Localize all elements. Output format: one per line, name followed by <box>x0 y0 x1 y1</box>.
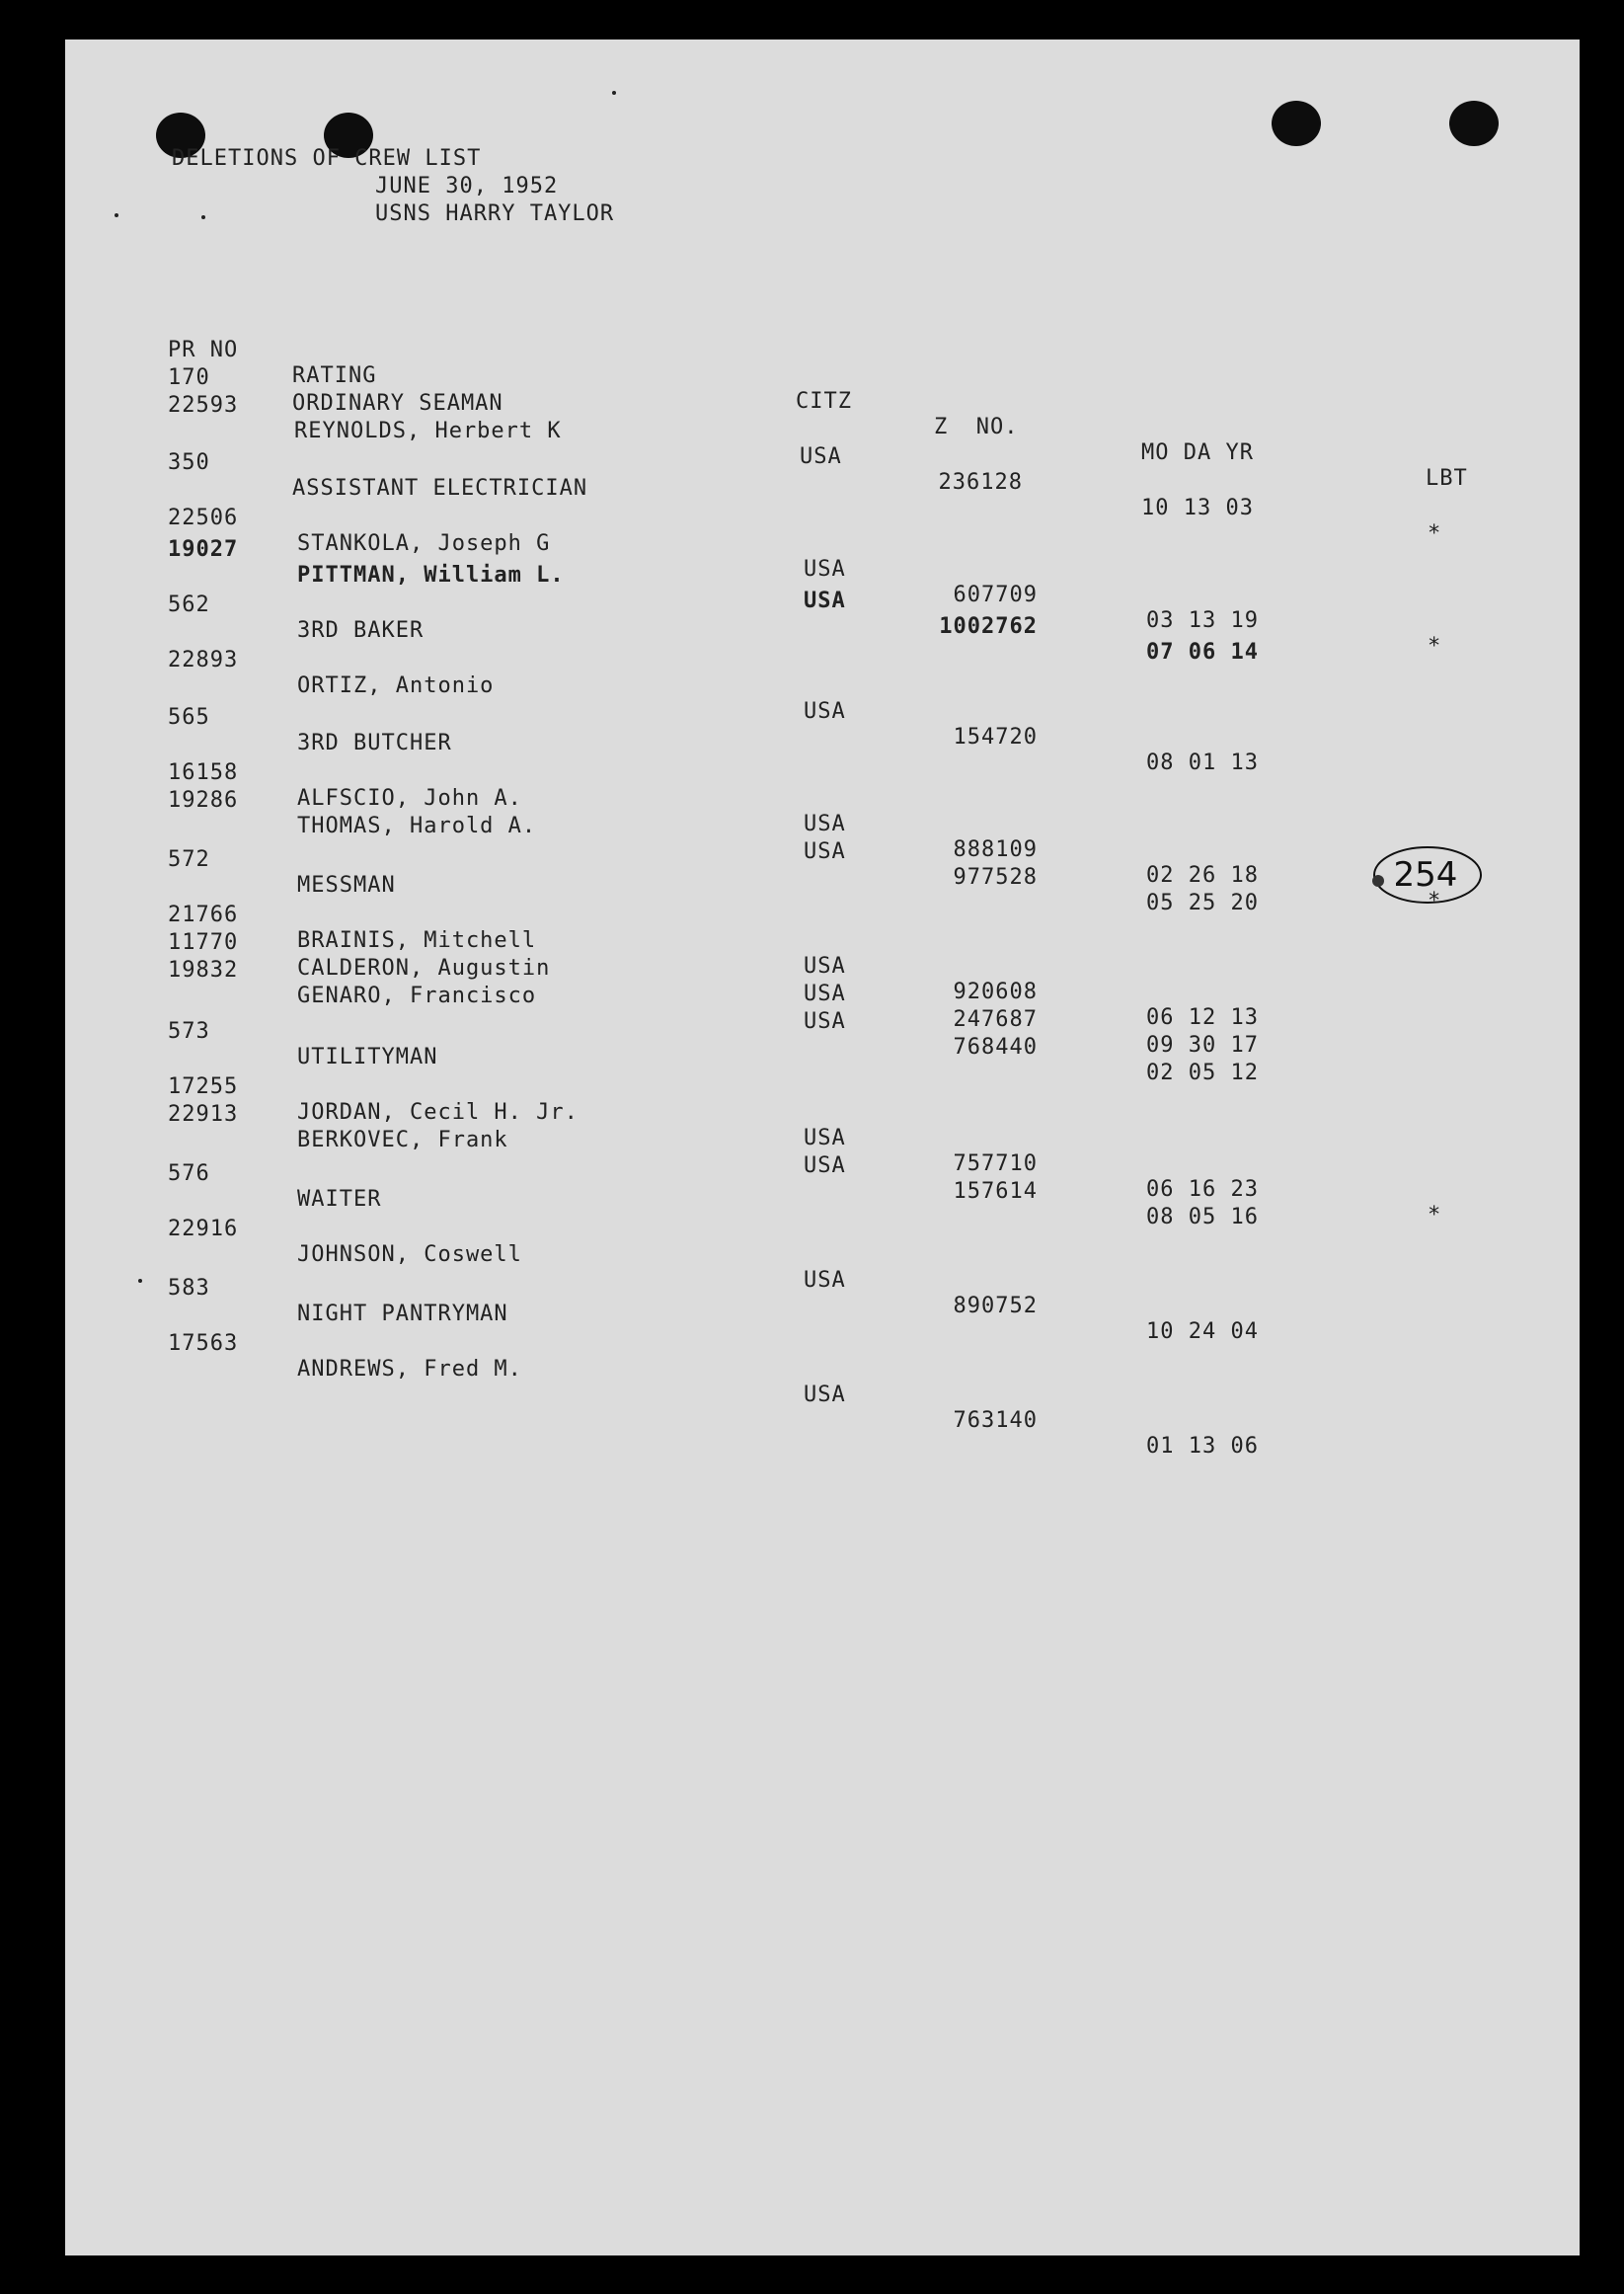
crew-name: CALDERON, Augustin <box>297 956 551 981</box>
citizenship: USA <box>804 954 846 979</box>
citizenship: USA <box>804 557 846 582</box>
rating-code: 573 <box>168 1019 210 1044</box>
rating-code: 576 <box>168 1161 210 1186</box>
pr-number: 22593 <box>168 393 239 418</box>
birth-date: 02 26 18 <box>1146 863 1259 888</box>
birth-date: 06 16 23 <box>1146 1177 1259 1202</box>
birth-date: 03 13 19 <box>1146 608 1259 633</box>
pr-number: 22893 <box>168 648 239 672</box>
pr-number: 22916 <box>168 1217 239 1241</box>
birth-date: 06 12 13 <box>1146 1005 1259 1030</box>
page-number-stamp <box>1366 841 1485 909</box>
z-number: 888109 <box>953 837 1038 862</box>
crew-name: PITTMAN, William L. <box>297 563 565 588</box>
crew-name: ALFSCIO, John A. <box>297 786 522 811</box>
lbt-mark: * <box>1428 521 1442 546</box>
birth-date: 09 30 17 <box>1146 1033 1259 1058</box>
speck <box>612 91 616 95</box>
crew-name: JORDAN, Cecil H. Jr. <box>297 1100 579 1125</box>
pr-number: 19832 <box>168 958 239 983</box>
crew-name: BRAINIS, Mitchell <box>297 928 537 953</box>
citizenship: USA <box>804 1383 846 1407</box>
page-number: 254 <box>1393 855 1458 895</box>
crew-name: THOMAS, Harold A. <box>297 814 537 838</box>
rating-title: UTILITYMAN <box>297 1045 438 1069</box>
z-number: 236128 <box>938 470 1023 495</box>
document-page <box>65 40 1580 2255</box>
z-number: 763140 <box>953 1408 1038 1433</box>
rating-code: 562 <box>168 593 210 617</box>
birth-date: 10 13 03 <box>1141 496 1254 520</box>
birth-date: 07 06 14 <box>1146 640 1259 665</box>
rating-title: 3RD BAKER <box>297 618 425 643</box>
column-header-lbt: LBT <box>1426 466 1468 491</box>
z-number: 977528 <box>953 865 1038 890</box>
citizenship: USA <box>800 444 842 469</box>
crew-name: REYNOLDS, Herbert K <box>294 419 562 443</box>
rating-title: 3RD BUTCHER <box>297 731 452 755</box>
pr-number: 17255 <box>168 1074 239 1099</box>
z-number: 157614 <box>953 1179 1038 1204</box>
rating-title: NIGHT PANTRYMAN <box>297 1302 508 1326</box>
pr-number: 22913 <box>168 1102 239 1127</box>
crew-name: JOHNSON, Coswell <box>297 1242 522 1267</box>
z-number: 757710 <box>953 1151 1038 1176</box>
z-number: 890752 <box>953 1294 1038 1318</box>
birth-date: 08 01 13 <box>1146 751 1259 775</box>
pr-number: 11770 <box>168 930 239 955</box>
column-header-date: MO DA YR <box>1141 440 1254 465</box>
z-number: 247687 <box>953 1007 1038 1032</box>
citizenship: USA <box>804 1268 846 1293</box>
crew-name: STANKOLA, Joseph G <box>297 531 551 556</box>
column-header-citz: CITZ <box>796 389 852 414</box>
rating-code: 583 <box>168 1276 210 1301</box>
punch-hole-right-1 <box>1272 101 1321 146</box>
lbt-mark: * <box>1428 634 1442 659</box>
crew-name: ANDREWS, Fred M. <box>297 1357 522 1382</box>
lbt-mark: * <box>1428 1203 1442 1227</box>
pr-number: 21766 <box>168 903 239 927</box>
document-date: JUNE 30, 1952 <box>375 174 559 198</box>
rating-title: WAITER <box>297 1187 382 1212</box>
pr-number: 19027 <box>168 537 239 562</box>
birth-date: 05 25 20 <box>1146 891 1259 915</box>
pr-number: 16158 <box>168 760 239 785</box>
rating-title: ASSISTANT ELECTRICIAN <box>292 476 588 501</box>
column-header-prno: PR NO <box>168 338 239 362</box>
citizenship: USA <box>804 982 846 1006</box>
speck <box>201 215 205 219</box>
z-number: 154720 <box>953 725 1038 750</box>
z-number: 768440 <box>953 1035 1038 1060</box>
vessel-name: USNS HARRY TAYLOR <box>375 201 615 226</box>
z-number: 920608 <box>953 980 1038 1004</box>
z-number: 607709 <box>953 583 1038 607</box>
birth-date: 10 24 04 <box>1146 1319 1259 1344</box>
citizenship: USA <box>804 1126 846 1150</box>
rating-code: 572 <box>168 847 210 872</box>
citizenship: USA <box>804 589 846 613</box>
pr-number: 19286 <box>168 788 239 813</box>
citizenship: USA <box>804 839 846 864</box>
document-title: DELETIONS OF CREW LIST <box>172 146 482 171</box>
speck <box>115 213 118 217</box>
rating-code: 170 <box>168 365 210 390</box>
rating-title: ORDINARY SEAMAN <box>292 391 503 416</box>
lbt-mark: * <box>1428 889 1442 913</box>
pr-number: 17563 <box>168 1331 239 1356</box>
crew-name: ORTIZ, Antonio <box>297 673 495 698</box>
citizenship: USA <box>804 1009 846 1034</box>
z-number: 1002762 <box>939 614 1038 639</box>
rating-code: 565 <box>168 705 210 730</box>
column-header-zno: Z NO. <box>934 415 1019 439</box>
citizenship: USA <box>804 1153 846 1178</box>
pr-number: 22506 <box>168 506 239 530</box>
citizenship: USA <box>804 699 846 724</box>
rating-code: 350 <box>168 450 210 475</box>
birth-date: 02 05 12 <box>1146 1061 1259 1085</box>
punch-hole-right-2 <box>1449 101 1499 146</box>
citizenship: USA <box>804 812 846 836</box>
rating-title: MESSMAN <box>297 873 396 898</box>
birth-date: 01 13 06 <box>1146 1434 1259 1459</box>
crew-name: GENARO, Francisco <box>297 984 537 1008</box>
column-header-rating: RATING <box>292 363 377 388</box>
birth-date: 08 05 16 <box>1146 1205 1259 1229</box>
crew-name: BERKOVEC, Frank <box>297 1128 508 1152</box>
